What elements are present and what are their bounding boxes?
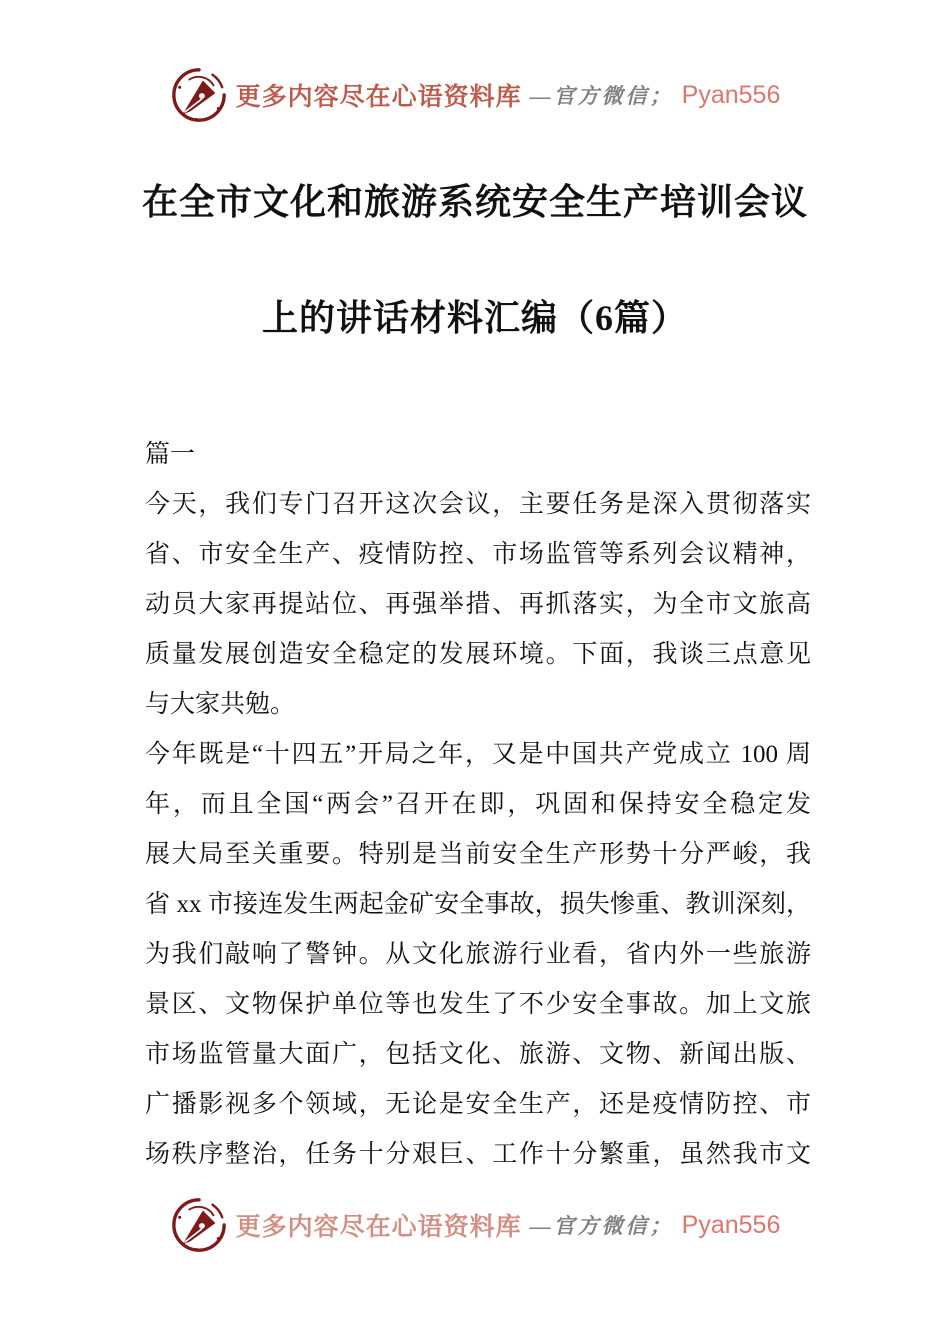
page-footer [0, 1196, 950, 1254]
body-text [145, 430, 811, 1180]
body-line: 动员大家再提站位、再强举措、再抓落实，为全市文旅高 [145, 591, 811, 618]
brand-text: 更多内容尽在心语资料库 [235, 1214, 522, 1241]
body-line: 场秩序整治，任务十分艰巨、工作十分繁重，虽然我市文 [145, 1141, 811, 1168]
wechat-account: Pyan556 [681, 1210, 781, 1239]
body-line: 今年既是“十四五”开局之年，又是中国共产党成立 100 周 [145, 741, 811, 768]
wechat-account: Pyan556 [681, 80, 781, 109]
body-line: 广播影视多个领域，无论是安全生产，还是疫情防控、市 [145, 1091, 811, 1118]
body-line: 质量发展创造安全稳定的发展环境。下面，我谈三点意见 [145, 641, 811, 668]
body-line: 省 xx 市接连发生两起金矿安全事故，损失惨重、教训深刻， [145, 891, 811, 918]
brand-text: 更多内容尽在心语资料库 [235, 84, 522, 111]
wechat-separator-text: —官方微信； [529, 84, 674, 108]
document-title-line-2: 上的讲话材料汇编（6篇） [261, 298, 688, 338]
body-line: 为我们敲响了警钟。从文化旅游行业看，省内外一些旅游 [145, 941, 811, 968]
body-line: 展大局至关重要。特别是当前安全生产形势十分严峻，我 [145, 841, 811, 868]
body-line: 市场监管量大面广，包括文化、旅游、文物、新闻出版、 [145, 1041, 811, 1068]
body-line: 篇一 [145, 441, 196, 468]
body-line: 年，而且全国“两会”召开在即，巩固和保持安全稳定发 [145, 791, 811, 818]
document-title-line-1: 在全市文化和旅游系统安全生产培训会议 [141, 182, 808, 222]
pen-circle-logo-icon [170, 66, 228, 124]
wechat-separator-text: —官方微信； [529, 1214, 674, 1238]
body-line: 省、市安全生产、疫情防控、市场监管等系列会议精神， [145, 541, 811, 568]
page-header [0, 66, 950, 124]
body-line: 今天，我们专门召开这次会议，主要任务是深入贯彻落实 [145, 491, 811, 518]
pen-circle-logo-icon [170, 1196, 228, 1254]
body-line: 景区、文物保护单位等也发生了不少安全事故。加上文旅 [145, 991, 811, 1018]
body-line: 与大家共勉。 [145, 691, 296, 718]
